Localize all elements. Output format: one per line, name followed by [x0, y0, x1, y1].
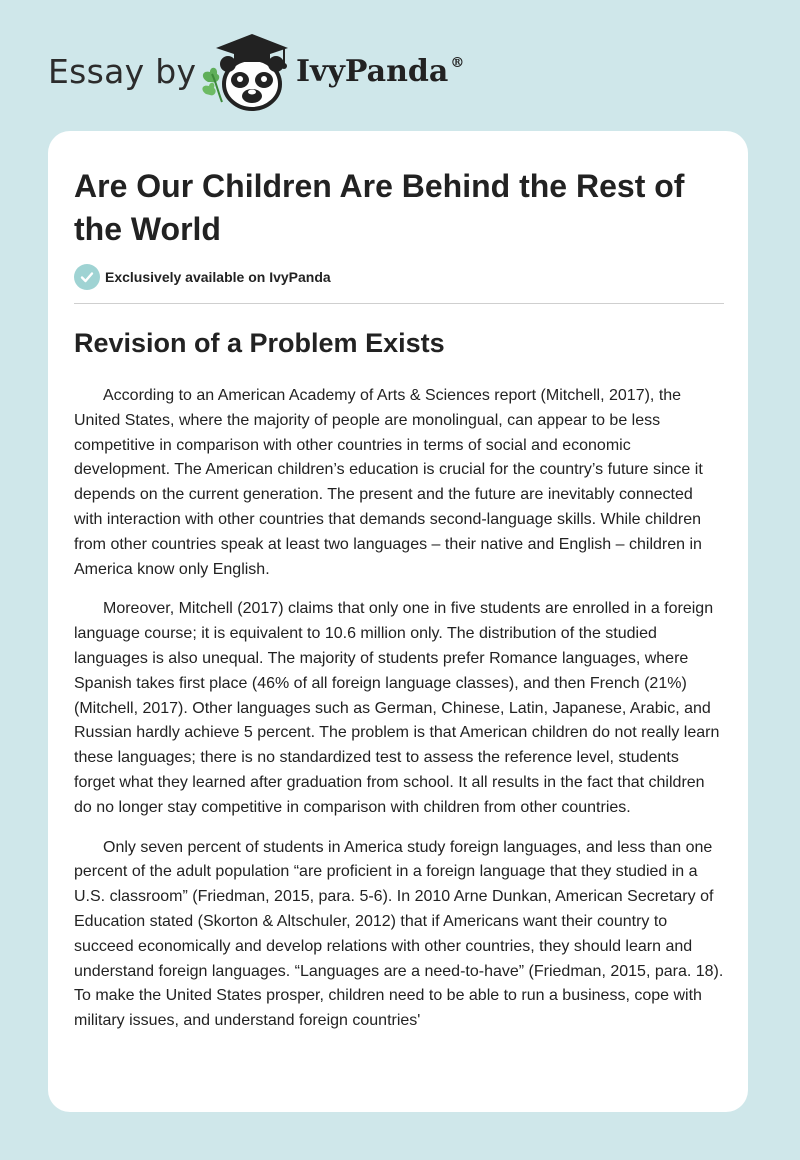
- panda-graduate-icon[interactable]: [198, 30, 294, 112]
- divider: [74, 303, 724, 304]
- paragraph: Moreover, Mitchell (2017) claims that only one in five students are enrolled in a foreign language course; it is equivalent to 10.6 million only. The distribution of the studied languages is also unequal. The majority of students prefer Romance languages, where Spanish takes first place (46% of all foreign language classes), and then French (21%) (Mitchell, 2017). Other languages such as German, Chinese, Latin, Japanese, Arabic, and Russian hardly achieve 5 percent. The problem is that American children do not really learn these languages; there is no standardized test to assess the reference level, students forget what they learned after graduation from school. It all results in the fact that children do no longer stay competitive in comparison with children from other countries.: [74, 600, 720, 816]
- exclusive-badge: [74, 264, 331, 290]
- essay-card: [48, 131, 748, 1112]
- essay-body: [74, 384, 724, 1049]
- brand-name[interactable]: [296, 54, 464, 89]
- site-header: [0, 0, 800, 130]
- paragraph: Only seven percent of students in America study foreign languages, and less than one percent of the adult population “are proficient in a foreign language that they studied in a U.S. classroom” (Friedman, 2015, para. 5-6). In 2010 Arne Dunkan, American Secretary of Education stated (Skorton & Altschuler, 2012) that if Americans want their country to succeed economically and develop relations with other countries, they should learn and understand foreign languages. “Languages are a need-to-have” (Friedman, 2015, para. 18). To make the United States prosper, children need to be able to run a business, cope with military issues, and understand foreign countries': [74, 838, 724, 1030]
- check-icon: [74, 264, 100, 290]
- essay-by-label: Essay by: [48, 52, 197, 91]
- exclusive-label: Exclusively available on IvyPanda: [105, 269, 331, 285]
- essay-title: Are Our Children Are Behind the Rest of the World: [74, 168, 685, 247]
- paragraph: According to an American Academy of Arts & Sciences report (Mitchell, 2017), the United States, where the majority of people are monolingual, can appear to be less competitive in comparison with other countries in terms of social and economic development. The American children’s education is crucial for the country’s future since it depends on the current generation. The present and the future are inevitably connected with interaction with other countries that demands second-language skills. While children from other countries speak at least two languages – their native and English – children in America know only English.: [74, 387, 703, 578]
- registered-mark: ®: [450, 55, 465, 71]
- brand-name-text: IvyPanda: [296, 54, 449, 89]
- section-heading: Revision of a Problem Exists: [74, 328, 445, 358]
